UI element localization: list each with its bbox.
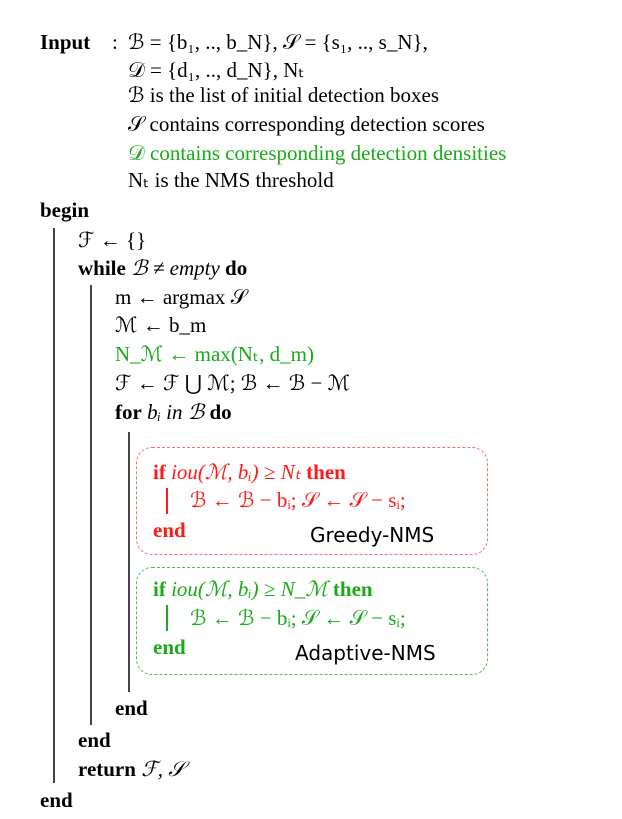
greedy-cond: iou(ℳ, bᵢ) ≥ Nₜ [171,460,301,484]
for-cond: bᵢ in ℬ [147,400,205,424]
return-value: ℱ, 𝒮 [141,757,185,781]
while-line [78,255,247,281]
for-line [115,399,232,425]
kw-then: then [306,460,346,484]
kw-begin: begin [40,198,90,222]
adaptive-if-bar [166,605,168,631]
kw-do: do [225,256,248,280]
input-line-2: 𝒟 = {d₁, .., d_N}, Nₜ [128,58,305,82]
return-line [78,756,184,782]
greedy-nms-label: Greedy-NMS [310,523,435,547]
input-line-6: Nₜ is the NMS threshold [128,168,334,192]
adaptive-cond: iou(ℳ, bᵢ) ≥ N_ℳ [171,577,328,601]
argmax-line: m ← argmax 𝒮 [115,285,247,309]
input-line-3: ℬ is the list of initial detection boxes [128,83,440,107]
adaptive-if-line [153,576,373,602]
greedy-if-bar [166,488,168,514]
greedy-if-line [153,459,346,485]
adaptive-threshold-line: N_ℳ ← max(Nₜ, d_m) [115,342,314,366]
block-bar-begin [53,228,55,783]
kw-if: if [153,577,166,601]
end-begin: end [40,788,73,812]
init-line: ℱ ← {} [78,228,147,252]
kw-then: then [332,577,373,601]
input-line-1: ℬ = {b₁, .., b_N}, 𝒮 = {s₁, .., s_N}, [128,30,428,54]
kw-if: if [153,460,166,484]
adaptive-nms-label: Adaptive-NMS [295,641,436,665]
end-while: end [78,728,111,752]
input-line-4: 𝒮 contains corresponding detection scores [128,112,485,136]
kw-do: do [209,400,232,424]
kw-return: return [78,757,136,781]
kw-input: Input [40,30,91,54]
greedy-body: ℬ ← ℬ − bᵢ; 𝒮 ← 𝒮 − sᵢ; [190,488,406,512]
while-cond: ℬ ≠ empty [131,256,220,280]
assign-m-line: ℳ ← b_m [115,313,207,337]
block-bar-while [90,285,92,725]
end-for: end [115,696,148,720]
adaptive-end: end [153,635,186,659]
adaptive-body: ℬ ← ℬ − bᵢ; 𝒮 ← 𝒮 − sᵢ; [190,606,406,630]
greedy-end: end [153,518,186,542]
update-line: ℱ ← ℱ ⋃ ℳ; ℬ ← ℬ − ℳ [115,371,351,395]
input-line-5: 𝒟 contains corresponding detection densities [128,141,507,165]
kw-for: for [115,400,142,424]
kw-while: while [78,256,126,280]
input-colon: : [112,30,118,54]
block-bar-for [128,432,130,692]
